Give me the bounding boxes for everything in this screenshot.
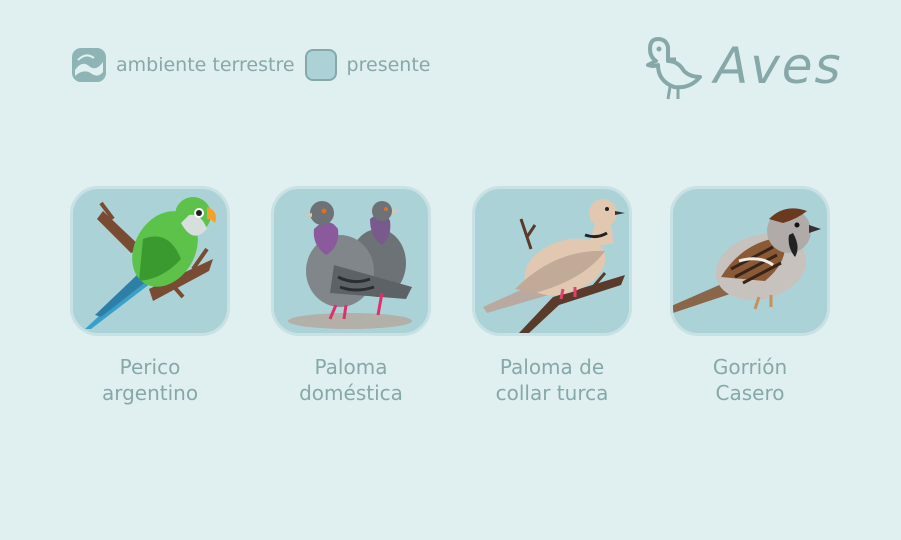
bird-name-line2: Casero [715,381,785,405]
bird-name-line1: Paloma de [499,355,605,379]
sparrow-icon [673,189,827,333]
bird-label-paloma-collar-turca [462,354,642,406]
bird-name-line2: collar turca [495,381,609,405]
bird-card-gorrion-casero[interactable] [670,186,830,336]
bird-card-paloma-domestica[interactable] [271,186,431,336]
bird-name-line1: Gorrión [712,355,788,379]
bird-label-paloma-domestica [261,354,441,406]
bird-card-paloma-collar-turca[interactable] [472,186,632,336]
parakeet-icon [73,189,227,333]
bird-icon [644,31,704,101]
page-title: Aves [714,37,843,95]
pigeon-icon [274,189,428,333]
habitat-label: ambiente terrestre [116,54,295,76]
status-label: presente [346,54,431,76]
bird-card-perico-argentino[interactable] [70,186,230,336]
bird-label-perico-argentino [60,354,240,406]
bird-name-line2: doméstica [299,381,403,405]
bird-name-line2: argentino [101,381,199,405]
status-swatch [305,49,337,81]
landscape-icon [72,48,106,82]
bird-name-line1: Perico [119,355,181,379]
brand [644,30,843,102]
bird-name-line1: Paloma [314,355,388,379]
bird-label-gorrion-casero [660,354,840,406]
legend [72,46,440,84]
collared-dove-icon [475,189,629,333]
